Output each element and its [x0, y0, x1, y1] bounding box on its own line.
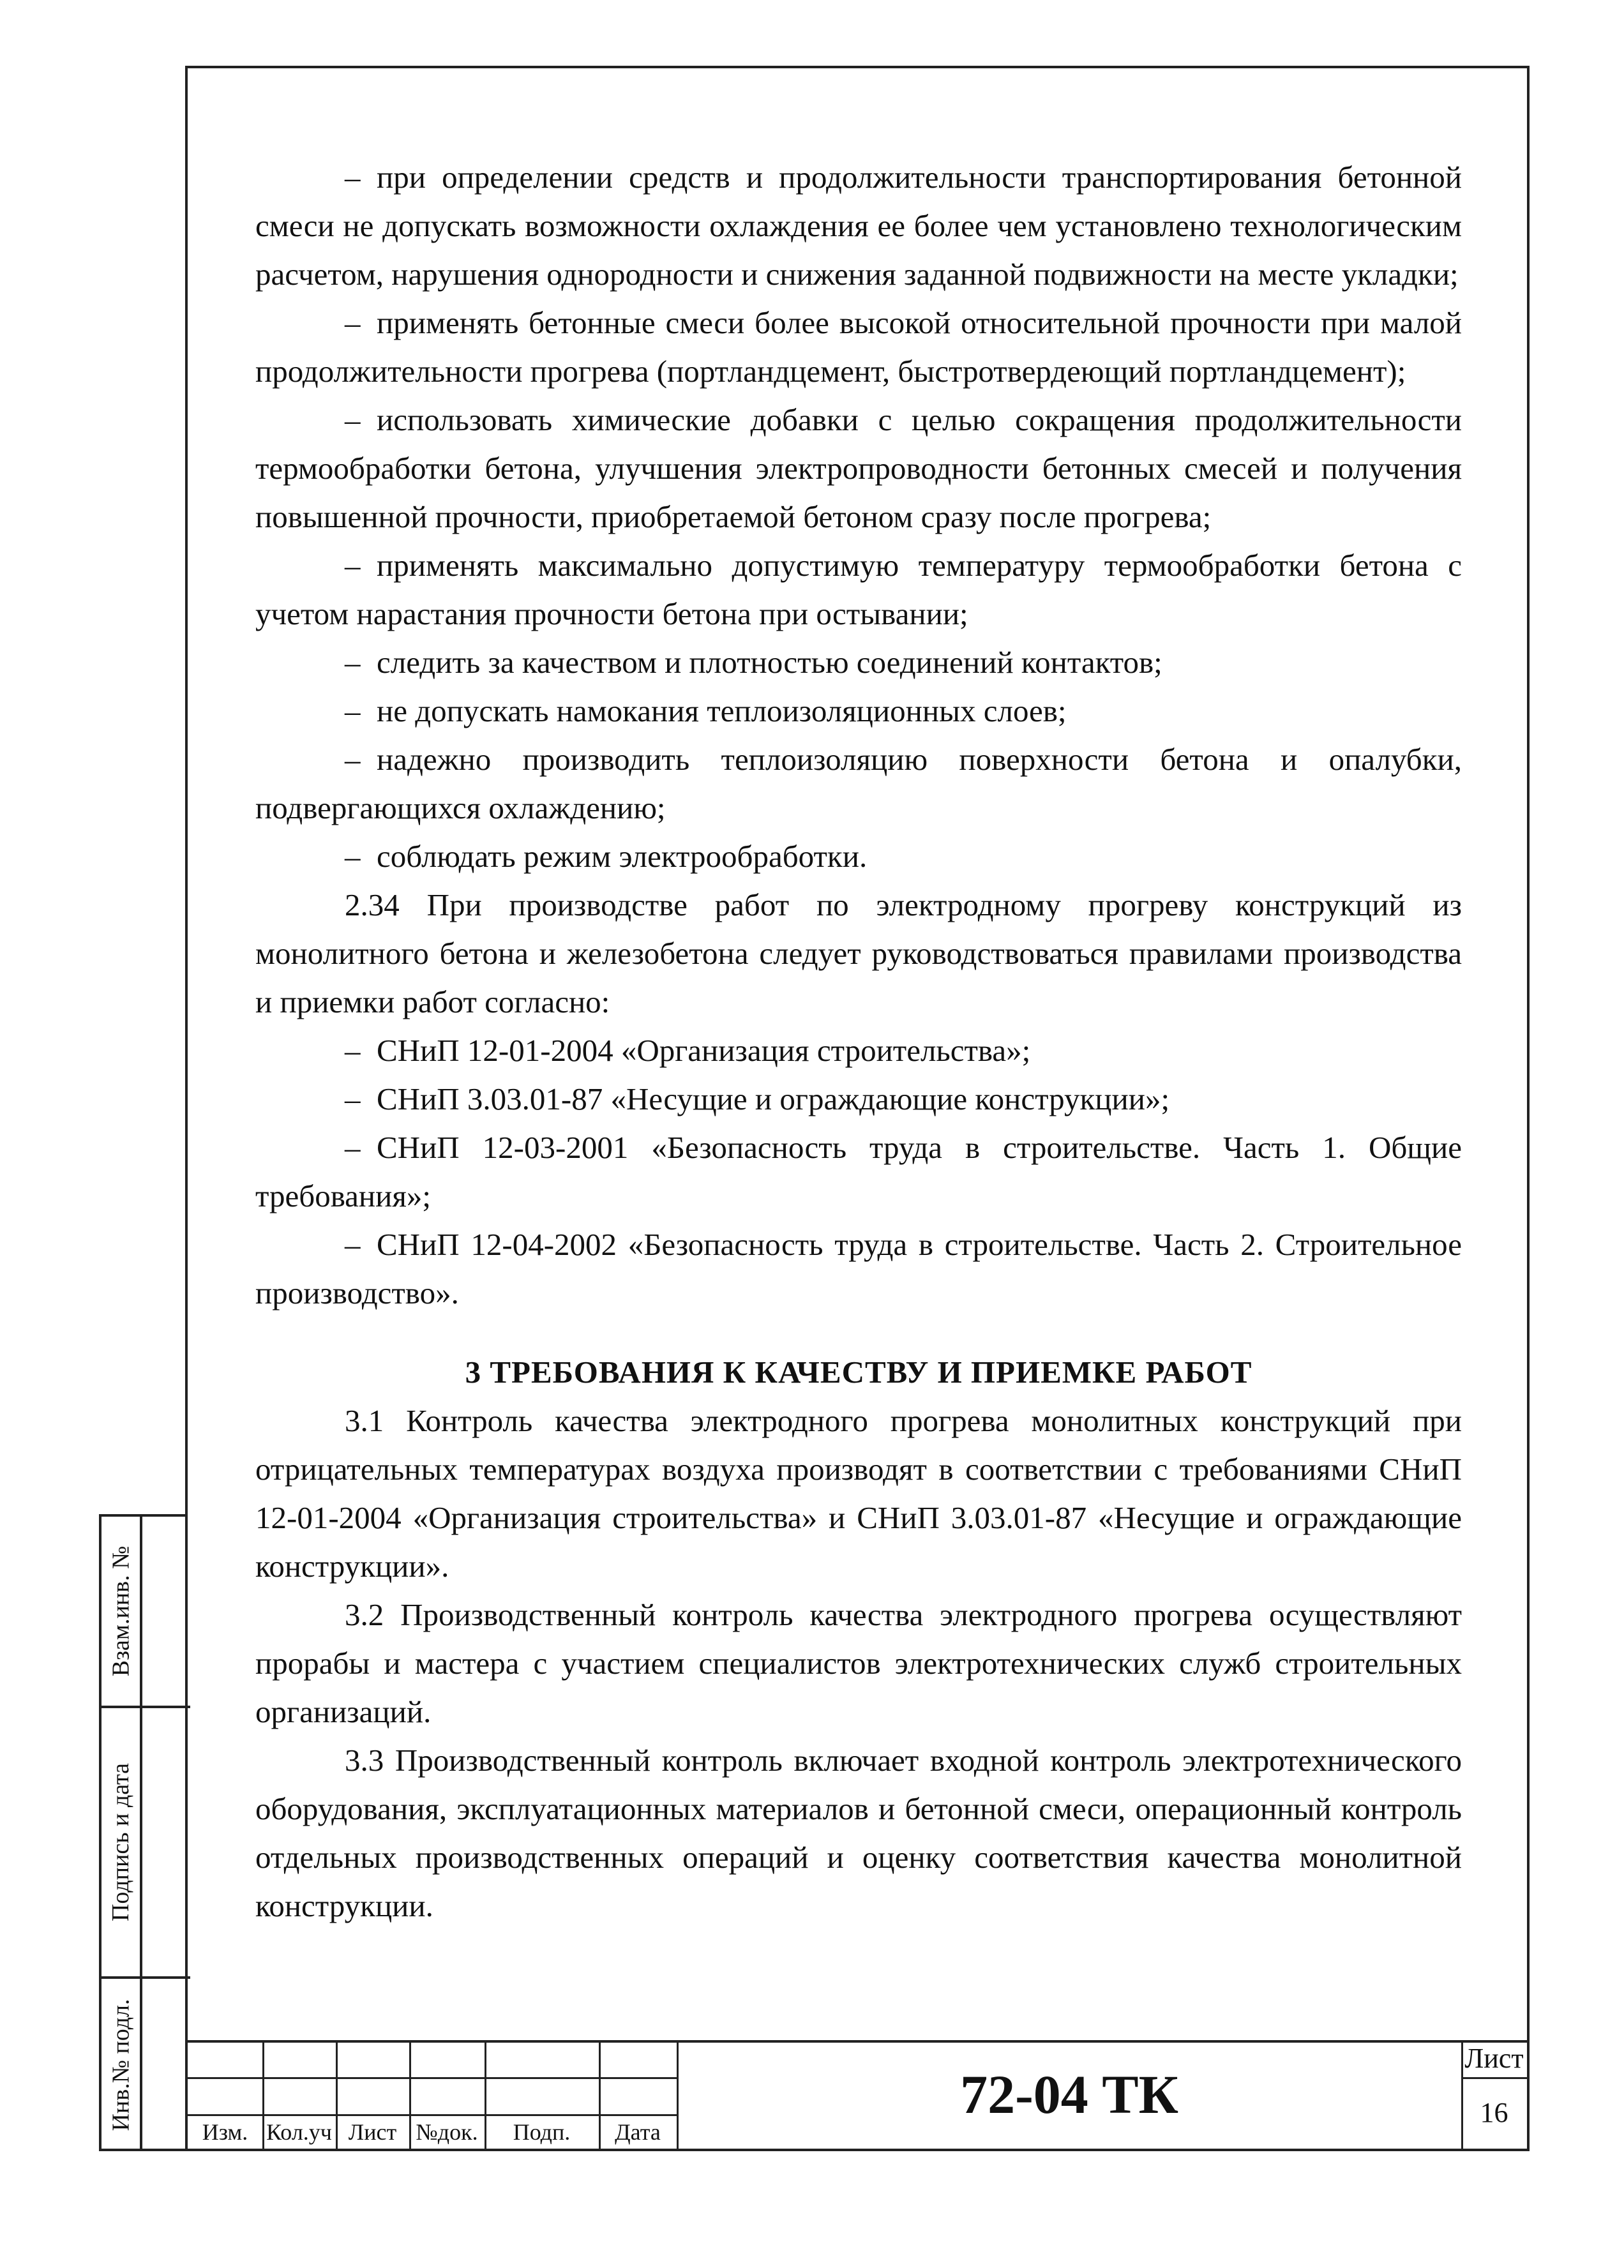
dash-marker: – [345, 645, 361, 680]
list-item-text: применять бетонные смеси более высокой относительной прочности при малой продолжительности прогрева (портландцемент, быстротвердеющий портландцемент); [255, 305, 1462, 389]
list-item [255, 299, 1462, 396]
list-item-text: соблюдать режим электрообработки. [377, 839, 868, 874]
list-item [255, 1075, 1462, 1123]
list-item-text: не допускать намокания теплоизоляционных слоев; [377, 693, 1067, 728]
paragraph: 3.1 Контроль качества электродного прогрева монолитных конструкций при отрицательных температурах воздуха производят в соответствии с требованиями СНиП 12-01-2004 «Организация строительства» и СНиП 3.03.01-87 «Несущие и ограждающие конструкции». [255, 1403, 1462, 1584]
dash-marker: – [345, 305, 361, 340]
dash-marker: – [345, 160, 361, 195]
document-body [255, 153, 1462, 1930]
side-label-text: Взам.инв. № [107, 1545, 135, 1677]
dash-marker: – [345, 402, 361, 437]
paragraph: 3.2 Производственный контроль качества электродного прогрева осуществляют прорабы и мастера с участием специалистов электротехнических служб строительных организаций. [255, 1597, 1462, 1729]
sheet-label: Лист [1464, 2043, 1524, 2074]
side-label-podpis [102, 1708, 140, 1976]
dash-marker: – [345, 548, 361, 583]
side-stamp [99, 1514, 188, 2151]
side-label-vzam [102, 1517, 140, 1706]
dash-marker: – [345, 1033, 361, 1068]
list-item [255, 687, 1462, 735]
tb-line [188, 2077, 677, 2079]
list-item-text: СНиП 12-03-2001 «Безопасность труда в строительстве. Часть 1. Общие требования»; [255, 1130, 1462, 1213]
list-item [255, 1026, 1462, 1075]
tb-col-podp: Подп. [513, 2119, 571, 2145]
tb-col-data: Дата [615, 2119, 661, 2145]
list-item-text: следить за качеством и плотностью соединений контактов; [377, 645, 1162, 680]
side-label-text: Подпись и дата [107, 1762, 135, 1922]
list-item [255, 1220, 1462, 1318]
list-item [255, 1123, 1462, 1220]
list-item [255, 735, 1462, 832]
list-item-text: при определении средств и продолжительности транспортирования бетонной смеси не допускать возможности охлаждения ее более чем установлено технологическим расчетом, нарушения однородности и снижения заданной подвижности на месте укладки; [255, 160, 1462, 292]
dash-marker: – [345, 1130, 361, 1165]
list-item [255, 396, 1462, 541]
tb-col-koluch: Кол.уч [266, 2119, 332, 2145]
list-item-text: применять максимально допустимую температуру термообработки бетона с учетом нарастания прочности бетона при остывании; [255, 548, 1462, 631]
dash-marker: – [345, 693, 361, 728]
side-divider [140, 1517, 142, 2149]
list-item-text: СНиП 12-01-2004 «Организация строительства»; [377, 1033, 1031, 1068]
list-item [255, 638, 1462, 687]
list-item [255, 153, 1462, 299]
sheet-number: 16 [1480, 2097, 1508, 2128]
list-item-text: СНиП 12-04-2002 «Безопасность труда в строительстве. Часть 2. Строительное производство». [255, 1227, 1462, 1310]
dash-marker: – [345, 1227, 361, 1262]
list-item-text: СНиП 3.03.01-87 «Несущие и ограждающие конструкции»; [377, 1081, 1170, 1116]
list-item [255, 832, 1462, 881]
dash-marker: – [345, 742, 361, 777]
tb-col-izm: Изм. [202, 2119, 248, 2145]
dash-marker: – [345, 1081, 361, 1116]
tb-col-ndok: №док. [416, 2119, 478, 2145]
section-heading: 3 ТРЕБОВАНИЯ К КАЧЕСТВУ И ПРИЕМКЕ РАБОТ [465, 1355, 1252, 1390]
paragraph: 3.3 Производственный контроль включает входной контроль электротехнического оборудования, эксплуатационных материалов и бетонной смеси, операционный контроль отдельных производственных операций и оценку соответствия качества монолитной конструкции. [255, 1743, 1462, 1923]
paragraph: 2.34 При производстве работ по электродному прогреву конструкций из монолитного бетона и железобетона следует руководствоваться правилами производства и приемки работ согласно: [255, 887, 1462, 1019]
list-item-text: надежно производить теплоизоляцию поверхности бетона и опалубки, подвергающихся охлаждению; [255, 742, 1462, 825]
list-item-text: использовать химические добавки с целью сокращения продолжительности термообработки бетона, улучшения электропроводности бетонных смесей и получения повышенной прочности, приобретаемой бетоном сразу после прогрева; [255, 402, 1462, 534]
side-label-inv [102, 1979, 140, 2151]
list-item [255, 541, 1462, 638]
side-label-text: Инв.№ подл. [107, 1999, 135, 2131]
tb-line [188, 2114, 677, 2116]
tb-col-list: Лист [348, 2119, 397, 2145]
dash-marker: – [345, 839, 361, 874]
document-code: 72-04 ТК [960, 2064, 1178, 2125]
